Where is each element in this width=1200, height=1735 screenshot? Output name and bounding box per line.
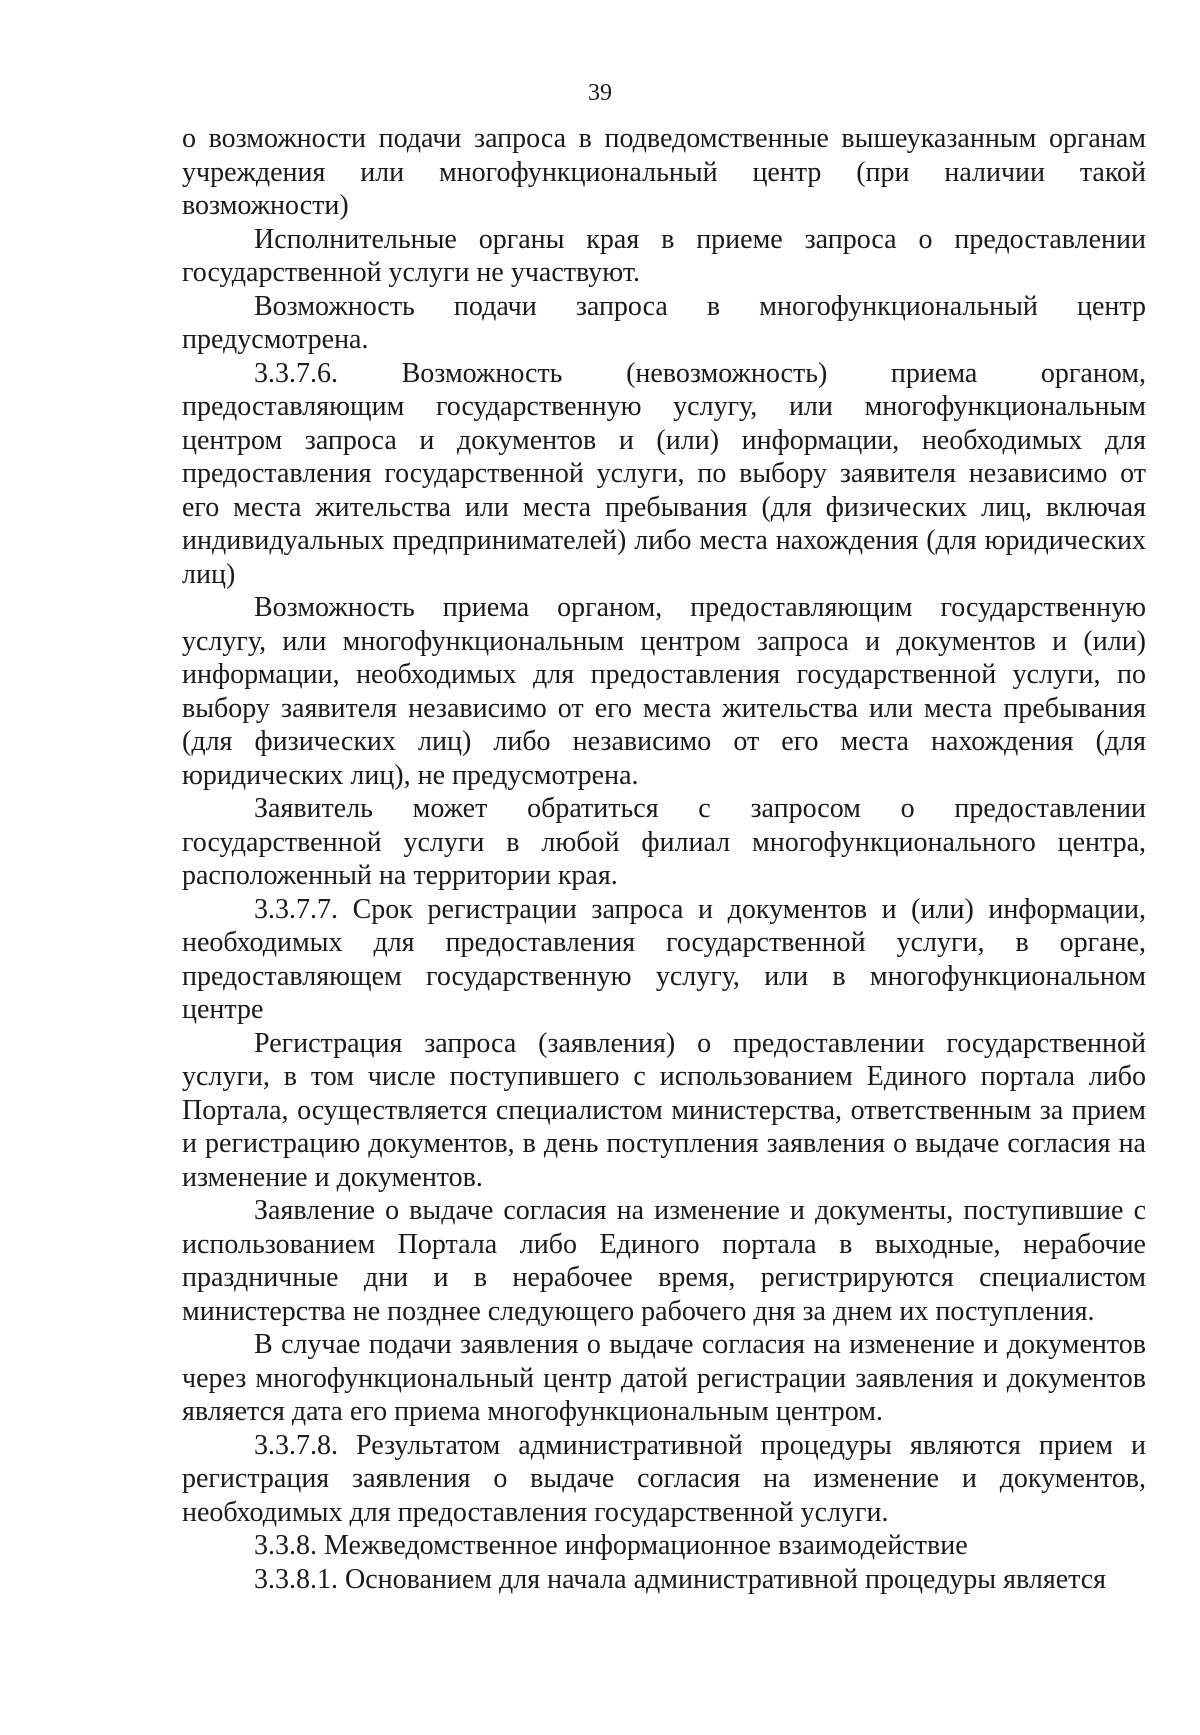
document-body bbox=[182, 122, 1146, 1596]
paragraph-section-3-3-7-6: 3.3.7.6. Возможность (невозможность) приема органом, предоставляющим государственную услугу, или многофункциональным центром запроса и документов и (или) информации, необходимых для предоставления государственной услуги, по выбору заявителя независимо от его места жительства или места пребывания (для физических лиц, включая индивидуальных предпринимателей) либо места нахождения (для юридических лиц) bbox=[182, 357, 1146, 590]
paragraph-10: В случае подачи заявления о выдаче согласия на изменение и документов через многофункциональный центр датой регистрации заявления и документов является дата его приема многофункциональным центром. bbox=[182, 1329, 1146, 1427]
paragraph-6: Заявитель может обратиться с запросом о предоставлении государственной услуги в любой филиал многофункционального центра, расположенный на территории края. bbox=[182, 793, 1146, 891]
paragraph-section-3-3-8-1: 3.3.8.1. Основанием для начала административной процедуры является bbox=[254, 1563, 1107, 1595]
paragraph-1: о возможности подачи запроса в подведомственные вышеуказанным органам учреждения или многофункциональный центр (при наличии такой возможности) bbox=[182, 123, 1146, 221]
paragraph-section-3-3-7-8: 3.3.7.8. Результатом административной процедуры являются прием и регистрация заявления о выдаче согласия на изменение и документов, необходимых для предоставления государственной услуги. bbox=[182, 1429, 1146, 1528]
paragraph-2: Исполнительные органы края в приеме запроса о предоставлении государственной услуги не участвуют. bbox=[182, 223, 1146, 288]
page-number: 39 bbox=[588, 80, 612, 106]
paragraph-section-3-3-7-7: 3.3.7.7. Срок регистрации запроса и документов и (или) информации, необходимых для предоставления государственной услуги, в органе, предоставляющем государственную услугу, или в многофункциональном центре bbox=[182, 893, 1146, 1025]
paragraph-section-3-3-8: 3.3.8. Межведомственное информационное взаимодействие bbox=[254, 1530, 968, 1561]
paragraph-5: Возможность приема органом, предоставляющим государственную услугу, или многофункциональным центром запроса и документов и (или) информации, необходимых для предоставления государственной услуги, по выбору заявителя независимо от его места жительства или места пребывания (для физических лиц) либо независимо от его места нахождения (для юридических лиц), не предусмотрена. bbox=[182, 592, 1146, 791]
paragraph-3: Возможность подачи запроса в многофункциональный центр предусмотрена. bbox=[182, 290, 1146, 355]
paragraph-8: Регистрация запроса (заявления) о предоставлении государственной услуги, в том числе поступившего с использованием Единого портала либо Портала, осуществляется специалистом министерства, ответственным за прием и регистрацию документов, в день поступления заявления о выдаче согласия на изменение и документов. bbox=[182, 1027, 1146, 1193]
paragraph-9: Заявление о выдаче согласия на изменение и документы, поступившие с использованием Портала либо Единого портала в выходные, нерабочие праздничные дни и в нерабочее время, регистрируются специалистом министерства не позднее следующего рабочего дня за днем их поступления. bbox=[182, 1195, 1146, 1327]
